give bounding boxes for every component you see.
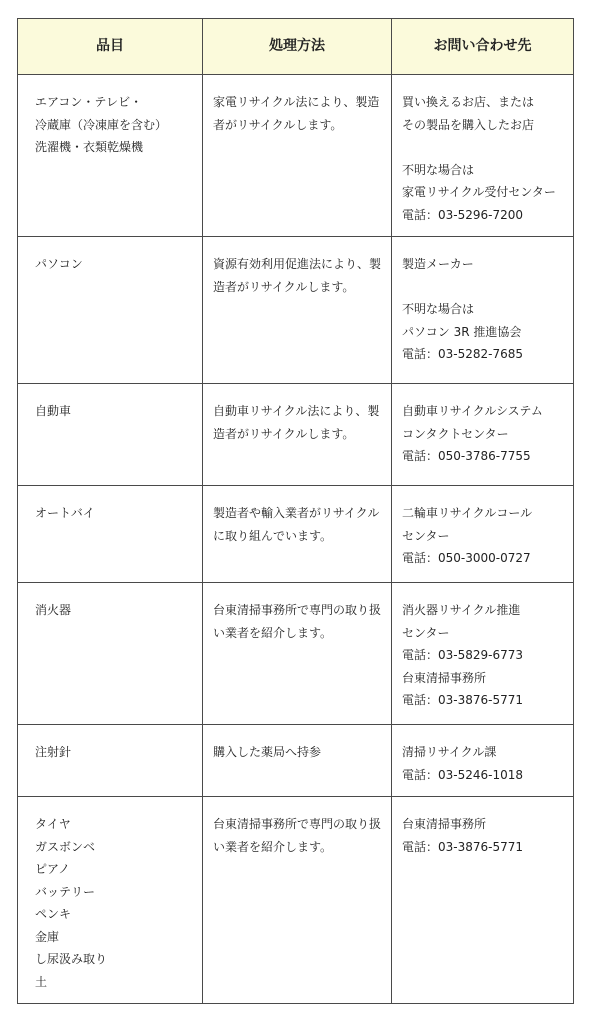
table-header-row	[18, 19, 574, 75]
contact-line: 清掃リサイクル課	[402, 745, 497, 759]
item-line: バッテリー	[35, 884, 96, 899]
item-line: タイヤ	[35, 817, 71, 831]
contact-line: 二輪車リサイクルコール	[402, 506, 533, 520]
contact-cell	[392, 725, 574, 797]
method-cell	[203, 583, 392, 725]
method-cell	[203, 725, 392, 797]
contact-line: センター	[402, 625, 450, 640]
contact-phone: 電話：03-5246-1018	[402, 767, 524, 782]
table-row	[18, 797, 574, 1004]
method-text: 自動車リサイクル法により、製造者がリサイクルします。	[213, 404, 380, 441]
method-text: 資源有効利用促進法により、製造者がリサイクルします。	[213, 257, 382, 294]
contact-cell	[392, 237, 574, 384]
item-line: ガスボンベ	[35, 839, 96, 854]
contact-line: コンタクトセンター	[402, 426, 509, 441]
item-cell	[18, 583, 203, 725]
contact-line: 不明な場合は	[402, 162, 475, 177]
contact-line: 家電リサイクル受付センター	[402, 185, 556, 199]
contact-phone: 電話：050-3786-7755	[402, 449, 531, 463]
contact-cell	[392, 797, 574, 1004]
contact-spacer	[402, 276, 567, 299]
header-method: 処理方法	[203, 19, 392, 75]
table-row	[18, 384, 574, 486]
item-line: エアコン・テレビ・	[35, 95, 143, 109]
item-cell	[18, 797, 203, 1004]
contact-line: 消火器リサイクル推進	[402, 603, 521, 617]
table-row	[18, 583, 574, 725]
item-line: 消火器	[35, 603, 72, 617]
method-cell	[203, 237, 392, 384]
contact-phone: 電話：050-3000-0727	[402, 551, 531, 565]
item-line: 洗濯機・衣類乾燥機	[35, 140, 144, 154]
item-line: 金庫	[35, 929, 60, 944]
header-item: 品目	[18, 19, 203, 75]
contact-phone: 電話：03-3876-5771	[402, 693, 524, 707]
item-cell	[18, 725, 203, 797]
item-line: 注射針	[35, 745, 72, 759]
contact-line: パソコン 3R 推進協会	[402, 324, 522, 339]
item-cell	[18, 75, 203, 237]
header-contact: お問い合わせ先	[392, 19, 574, 75]
contact-phone: 電話：03-3876-5771	[402, 839, 524, 854]
contact-cell	[392, 384, 574, 486]
method-cell	[203, 797, 392, 1004]
method-cell	[203, 486, 392, 583]
contact-line: 製造メーカー	[402, 257, 474, 271]
contact-line: 台東清掃事務所	[402, 670, 487, 685]
contact-cell	[392, 583, 574, 725]
recycling-table-container	[17, 18, 573, 1004]
contact-phone: 電話：03-5282-7685	[402, 347, 524, 361]
method-text: 家電リサイクル法により、製造者がリサイクルします。	[213, 95, 380, 132]
contact-phone: 電話：03-5296-7200	[402, 207, 524, 222]
item-cell	[18, 384, 203, 486]
contact-cell	[392, 486, 574, 583]
item-line: ペンキ	[35, 907, 72, 921]
table-row	[18, 725, 574, 797]
contact-phone: 電話：03-5829-6773	[402, 648, 524, 662]
contact-spacer	[402, 136, 567, 159]
table-row	[18, 237, 574, 384]
item-line: 土	[35, 974, 48, 989]
contact-line: 不明な場合は	[402, 302, 475, 316]
contact-line: その製品を購入したお店	[402, 117, 535, 132]
method-cell	[203, 384, 392, 486]
method-text: 製造者や輸入業者がリサイクルに取り組んでいます。	[213, 506, 380, 543]
method-cell	[203, 75, 392, 237]
table-row	[18, 75, 574, 237]
item-cell	[18, 486, 203, 583]
item-line: 自動車	[35, 404, 72, 418]
item-line: 冷蔵庫（冷凍庫を含む）	[35, 117, 168, 132]
contact-line: 買い換えるお店、または	[402, 95, 535, 109]
table-row	[18, 486, 574, 583]
item-line: オートバイ	[35, 506, 95, 520]
item-line: ピアノ	[35, 862, 71, 876]
contact-line: センター	[402, 528, 450, 543]
item-line: し尿汲み取り	[35, 952, 108, 966]
item-cell	[18, 237, 203, 384]
item-line: パソコン	[35, 257, 83, 271]
method-text: 台東清掃事務所で専門の取り扱い業者を紹介します。	[213, 817, 382, 854]
contact-line: 台東清掃事務所	[402, 817, 487, 831]
method-text: 購入した薬局へ持参	[213, 745, 322, 759]
contact-cell	[392, 75, 574, 237]
contact-line: 自動車リサイクルシステム	[402, 404, 543, 418]
recycling-table	[17, 18, 574, 1004]
method-text: 台東清掃事務所で専門の取り扱い業者を紹介します。	[213, 603, 382, 640]
